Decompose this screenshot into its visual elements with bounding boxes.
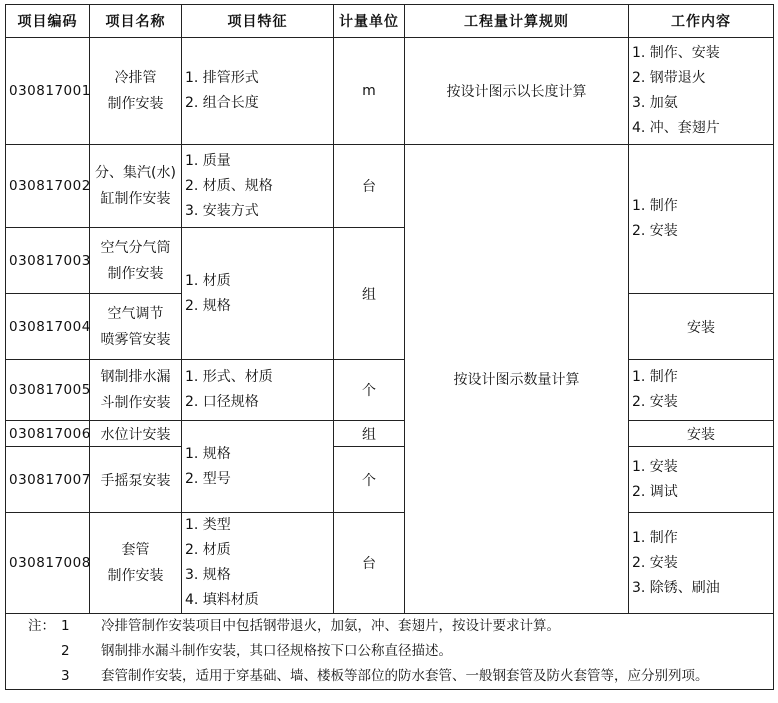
item-name: 钢制排水漏 斗制作安装 — [90, 360, 182, 421]
item-work: 安装 — [629, 294, 774, 360]
item-name: 套管 制作安装 — [90, 513, 182, 614]
item-unit: 台 — [334, 513, 405, 614]
item-work: 安装 — [629, 421, 774, 447]
item-name: 分、集汽(水) 缸制作安装 — [90, 145, 182, 228]
item-unit: 组 — [334, 228, 405, 360]
item-unit: 个 — [334, 447, 405, 513]
item-unit: 组 — [334, 421, 405, 447]
item-features: 1. 类型 2. 材质 3. 规格 4. 填料材质 — [182, 513, 334, 614]
item-name: 水位计安装 — [90, 421, 182, 447]
note-text: 钢制排水漏斗制作安装，其口径规格按下口公称直径描述。 — [101, 643, 452, 659]
item-code: 030817001 — [6, 38, 90, 145]
notes — [6, 614, 774, 690]
header-work: 工作内容 — [629, 5, 774, 38]
note-number: 3 — [61, 668, 70, 684]
item-unit: 台 — [334, 145, 405, 228]
spec-table — [5, 4, 774, 690]
header-code: 项目编码 — [6, 5, 90, 38]
item-unit: 个 — [334, 360, 405, 421]
note-item — [9, 639, 770, 664]
item-rule: 按设计图示以长度计算 — [405, 38, 629, 145]
table-row — [6, 513, 774, 614]
item-code: 030817007 — [6, 447, 90, 513]
item-features: 1. 材质 2. 规格 — [182, 228, 334, 360]
header-unit: 计量单位 — [334, 5, 405, 38]
note-item — [9, 614, 770, 639]
item-features: 1. 质量 2. 材质、规格 3. 安装方式 — [182, 145, 334, 228]
item-work: 1. 制作 2. 安装 3. 除锈、刷油 — [629, 513, 774, 614]
item-work: 1. 制作 2. 安装 — [629, 360, 774, 421]
item-name: 冷排管 制作安装 — [90, 38, 182, 145]
note-text: 套管制作安装，适用于穿基础、墙、楼板等部位的防水套管、一般钢套管及防火套管等，应分别列项。 — [101, 668, 709, 684]
item-rule: 按设计图示数量计算 — [405, 145, 629, 614]
item-name: 空气调节 喷雾管安装 — [90, 294, 182, 360]
item-code: 030817003 — [6, 228, 90, 294]
header-name: 项目名称 — [90, 5, 182, 38]
item-name: 空气分气筒 制作安装 — [90, 228, 182, 294]
item-features: 1. 规格 2. 型号 — [182, 421, 334, 513]
item-code: 030817005 — [6, 360, 90, 421]
note-number: 1 — [61, 618, 70, 634]
table-row — [6, 145, 774, 228]
item-name: 手摇泵安装 — [90, 447, 182, 513]
header-features: 项目特征 — [182, 5, 334, 38]
item-unit: m — [334, 38, 405, 145]
table-row — [6, 360, 774, 421]
item-code: 030817002 — [6, 145, 90, 228]
notes-row — [6, 614, 774, 690]
item-features: 1. 形式、材质 2. 口径规格 — [182, 360, 334, 421]
item-features: 1. 排管形式 2. 组合长度 — [182, 38, 334, 145]
item-work: 1. 制作 2. 安装 — [629, 145, 774, 294]
note-item — [9, 664, 770, 689]
note-number: 2 — [61, 643, 70, 659]
table-row — [6, 447, 774, 513]
note-prefix: 注： — [28, 618, 55, 634]
table-row — [6, 421, 774, 447]
item-code: 030817004 — [6, 294, 90, 360]
header-rule: 工程量计算规则 — [405, 5, 629, 38]
header-row — [6, 5, 774, 38]
table-row — [6, 38, 774, 145]
item-work: 1. 制作、安装 2. 钢带退火 3. 加氨 4. 冲、套翅片 — [629, 38, 774, 145]
item-code: 030817006 — [6, 421, 90, 447]
item-work: 1. 安装 2. 调试 — [629, 447, 774, 513]
note-text: 冷排管制作安装项目中包括钢带退火，加氨，冲、套翅片，按设计要求计算。 — [101, 618, 560, 634]
item-code: 030817008 — [6, 513, 90, 614]
